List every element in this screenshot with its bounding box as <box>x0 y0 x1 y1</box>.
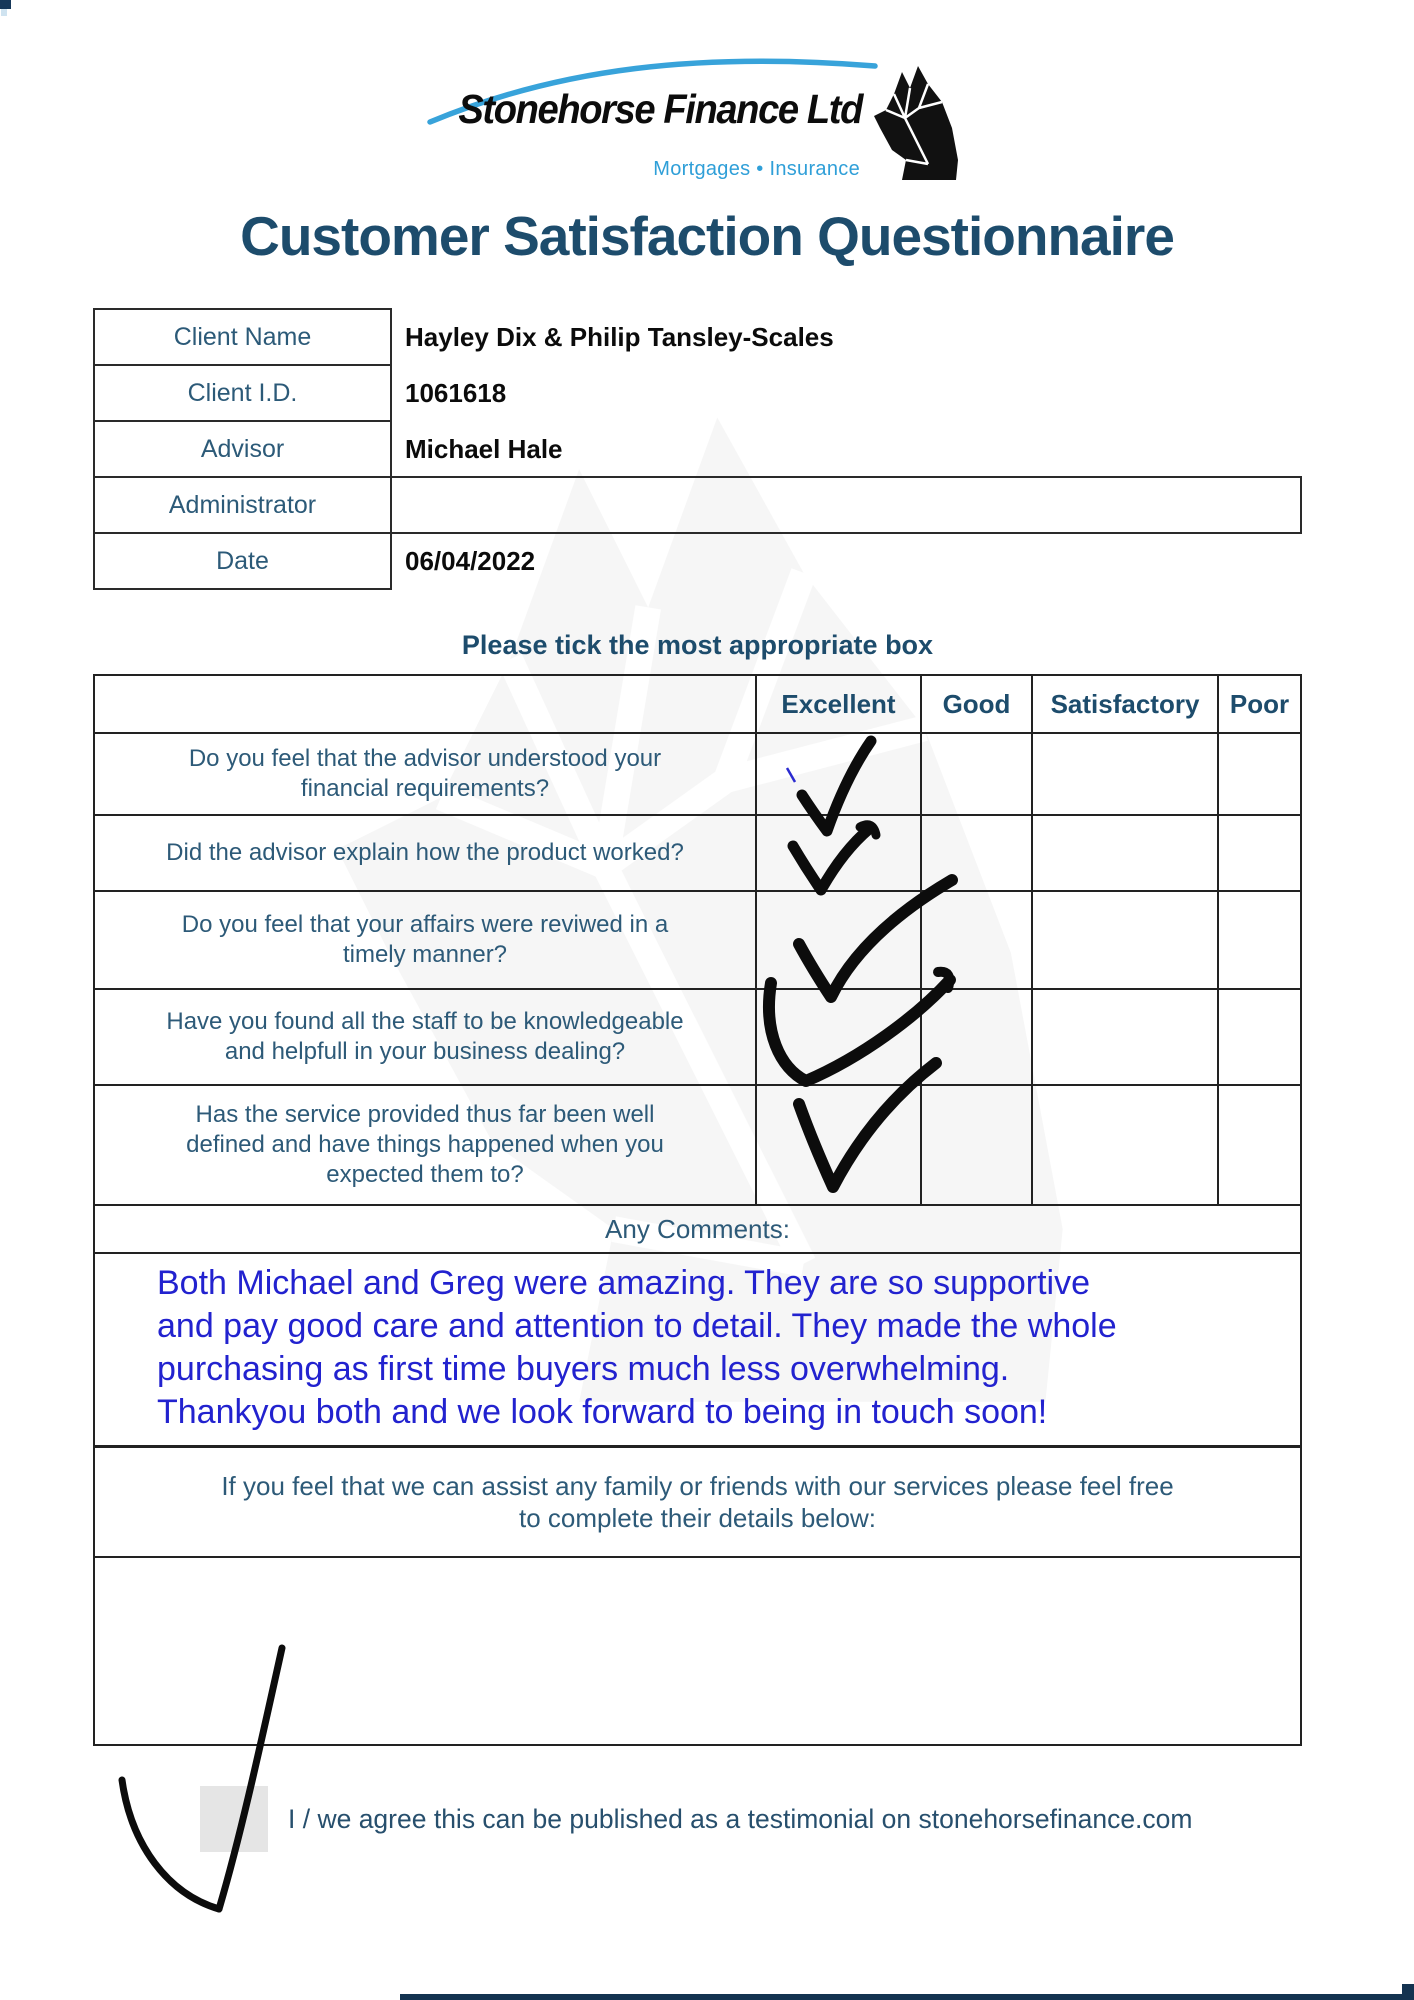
client-id-value: 1061618 <box>405 377 507 408</box>
question-1 <box>95 734 757 816</box>
horse-head-icon <box>872 64 960 180</box>
rating-cell-q5-satisfactory[interactable] <box>1033 1086 1219 1206</box>
rating-cell-q5-poor[interactable] <box>1219 1086 1300 1206</box>
info-row-advisor <box>93 420 1302 478</box>
rating-cell-q3-excellent[interactable] <box>757 892 922 990</box>
header-poor: Poor <box>1219 676 1300 734</box>
rating-cell-q4-excellent[interactable] <box>757 990 922 1086</box>
scan-artifact-corner-light <box>1 9 7 16</box>
referral-note-line-1: If you feel that we can assist any family or friends with our services please feel free <box>221 1471 1174 1501</box>
rating-cell-q5-good[interactable] <box>922 1086 1033 1206</box>
info-row-client-name <box>93 308 1302 366</box>
survey-table <box>93 674 1302 1746</box>
comments-label: Any Comments: <box>95 1206 1300 1254</box>
rating-cell-q4-poor[interactable] <box>1219 990 1300 1086</box>
rating-cell-q2-good[interactable] <box>922 816 1033 892</box>
date-value: 06/04/2022 <box>405 545 536 576</box>
client-id-label: Client I.D. <box>93 364 392 422</box>
rating-cell-q1-good[interactable] <box>922 734 1033 816</box>
client-info-table <box>93 308 1302 590</box>
administrator-label: Administrator <box>93 476 392 534</box>
referral-details-box[interactable] <box>95 1558 1300 1744</box>
rating-cell-q5-excellent[interactable] <box>757 1086 922 1206</box>
rating-cell-q1-excellent[interactable] <box>757 734 922 816</box>
client-name-value: Hayley Dix & Philip Tansley-Scales <box>405 321 834 352</box>
question-2 <box>95 816 757 892</box>
header-satisfactory: Satisfactory <box>1033 676 1219 734</box>
date-label: Date <box>93 532 392 590</box>
rating-cell-q4-good[interactable] <box>922 990 1033 1086</box>
question-1-text: Do you feel that the advisor understood your financial requirements? <box>188 744 662 802</box>
question-4 <box>95 990 757 1086</box>
advisor-label: Advisor <box>93 420 392 478</box>
question-4-text: Have you found all the staff to be knowledgeable and helpfull in your business dealing? <box>166 1007 684 1065</box>
rating-cell-q3-good[interactable] <box>922 892 1033 990</box>
scan-artifact-corner <box>0 0 11 9</box>
scan-artifact-bottom-bar <box>400 1994 1414 2000</box>
question-5 <box>95 1086 757 1206</box>
advisor-value: Michael Hale <box>405 433 563 464</box>
question-3 <box>95 892 757 990</box>
rating-grid <box>95 676 1300 1206</box>
header-excellent: Excellent <box>757 676 922 734</box>
header-good: Good <box>922 676 1033 734</box>
testimonial-agreement-checkbox[interactable] <box>200 1786 268 1852</box>
scan-artifact-bottom-corner <box>1402 1984 1414 2000</box>
rating-cell-q1-satisfactory[interactable] <box>1033 734 1219 816</box>
rating-cell-q1-poor[interactable] <box>1219 734 1300 816</box>
referral-note <box>95 1448 1300 1558</box>
question-3-text: Do you feel that your affairs were reviwed in a timely manner? <box>181 910 669 968</box>
rating-cell-q2-excellent[interactable] <box>757 816 922 892</box>
question-5-text: Has the service provided thus far been well defined and have things happened when you expected them to? <box>186 1100 664 1189</box>
info-row-date <box>93 532 1302 590</box>
rating-cell-q4-satisfactory[interactable] <box>1033 990 1219 1086</box>
rating-cell-q3-satisfactory[interactable] <box>1033 892 1219 990</box>
question-2-text: Did the advisor explain how the product worked? <box>166 838 684 866</box>
client-name-label: Client Name <box>93 308 392 366</box>
comment-line-1: Both Michael and Greg were amazing. They are so supportive <box>157 1264 1090 1302</box>
info-row-client-id <box>93 364 1302 422</box>
rating-cell-q3-poor[interactable] <box>1219 892 1300 990</box>
referral-note-line-2: to complete their details below: <box>519 1503 876 1533</box>
page-title: Customer Satisfaction Questionnaire <box>240 205 1174 267</box>
comment-line-3: purchasing as first time buyers much less overwhelming. <box>157 1350 1010 1388</box>
rating-cell-q2-poor[interactable] <box>1219 816 1300 892</box>
header-empty-cell <box>95 676 757 734</box>
brand-tagline: Mortgages • Insurance <box>653 158 860 180</box>
comment-line-2: and pay good care and attention to detail. They made the whole <box>157 1307 1117 1345</box>
tick-instruction: Please tick the most appropriate box <box>461 630 934 660</box>
administrator-input-box[interactable] <box>390 476 1302 534</box>
comments-box[interactable] <box>95 1254 1300 1448</box>
comment-line-4: Thankyou both and we look forward to being in touch soon! <box>157 1393 1048 1431</box>
testimonial-agreement-label: I / we agree this can be published as a testimonial on stonehorsefinance.com <box>288 1804 1193 1834</box>
brand-name: Stonehorse Finance Ltd <box>458 86 862 132</box>
rating-cell-q2-satisfactory[interactable] <box>1033 816 1219 892</box>
info-row-administrator <box>93 476 1302 534</box>
